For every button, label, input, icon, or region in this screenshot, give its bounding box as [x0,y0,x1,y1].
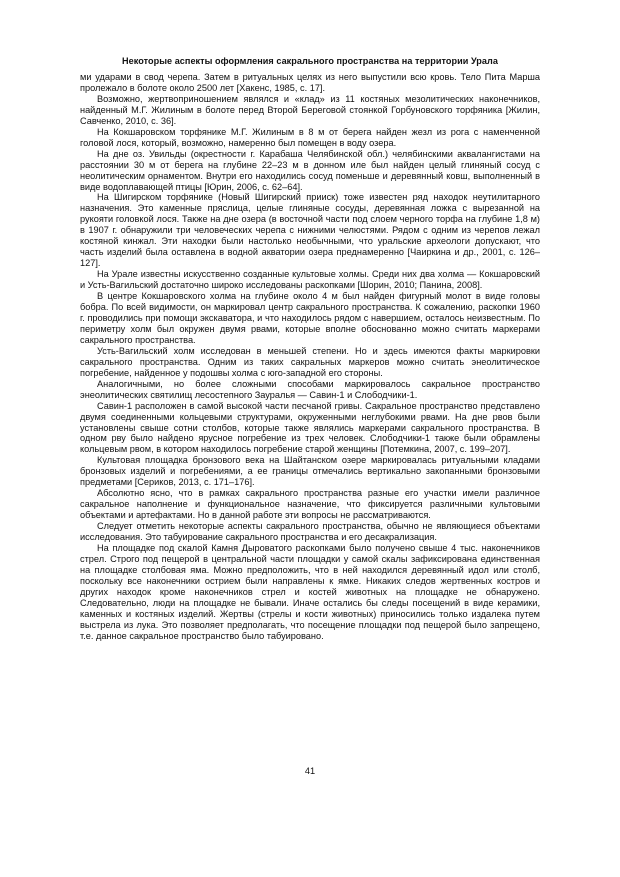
paragraph: Усть-Вагильский холм исследован в меньшей степени. Но и здесь имеются факты маркировки сакрального пространства. Одним из таких сакральных маркеров можно считать энеолитическое погребение, найденное у подошвы холма с юго-западной его стороны. [80,345,540,378]
paragraph: Аналогичными, но более сложными способами маркировалось сакральное пространство энеолитических святилищ лесостепного Зауралья — Савин-1 и Слободчики-1. [80,378,540,400]
paragraph: ми ударами в свод черепа. Затем в ритуальных целях из него выпустили всю кровь. Тело Пита Марша пролежало в болоте около 2500 лет [Хакенс, 1985, с. 17]. [80,72,540,93]
paragraph: В центре Кокшаровского холма на глубине около 4 м был найден фигурный молот в виде головы бобра. По всей видимости, он маркировал центр сакрального пространства. К сожалению, раскопки 1960 г. проводились при помощи экскаватора, и что находилось рядом с навершием, осталось неизвестным. По периметру холм был окружен двумя рвами, которые вполне обоснованно можно считать маркерами сакрального пространства. [80,291,540,345]
paragraph: На площадке под скалой Камня Дыроватого раскопками было получено свыше 4 тыс. наконечников стрел. Строго под пещерой в центральной части площадки у самой скалы зафиксирована единственная на площадке столбовая яма. Можно предположить, что в ней находился деревянный идол или столб, поскольку все наконечники острием были направлены к ямке. Никаких следов жертвенных костров и других находок кроме наконечников стрел и костей животных на площадке не обнаружено. Следовательно, люди на площадке не бывали. Иначе остались бы следы посещений в виде керамики, каменных и костяных изделий. Жертвы (стрелы и кости животных) приносились только издалека путем выстрела из лука. Это позволяет предполагать, что посещение площадки под пещерой было запрещено, т.е. данное сакральное пространство было табуировано. [80,542,540,641]
paragraph: Следует отметить некоторые аспекты сакрального пространства, обычно не являющиеся объектами исследования. Это табуирование сакрального пространства и его десакрализация. [80,521,540,543]
paragraph: На Кокшаровском торфянике М.Г. Жилиным в 8 м от берега найден жезл из рога с наменченной головой лося, который, возможно, намеренно был помещен в воду озера. [80,126,540,148]
body-text [80,72,540,642]
paragraph: Абсолютно ясно, что в рамках сакрального пространства разные его участки имели различное сакральное наполнение и функциональное назначение, что фиксируется различными культовыми объектами и артефактами. Но в данной работе эти вопросы не рассматриваются. [80,488,540,521]
paragraph: На Урале известны искусственно созданные культовые холмы. Среди них два холма — Кокшаровский и Усть-Вагильский достаточно широко исследованы раскопками [Шорин, 2010; Панина, 2008]. [80,269,540,291]
running-header: Некоторые аспекты оформления сакрального пространства на территории Урала [122,56,498,66]
paragraph: Возможно, жертвоприношением являлся и «клад» из 11 костяных мезолитических наконечников, найденный М.Г. Жилиным в болоте перед Второй Береговой стоянкой Горбуновского торфяника [Жилин, Савченко, 2010, с. 36]. [80,93,540,126]
paragraph: На дне оз. Увильды (окрестности г. Карабаша Челябинской обл.) челябинскими аквалангистами на расстоянии 30 м от берега на глубине 22–23 м в донном иле был найден целый глиняный сосуд с неолитическим орнаментом. Внутри его находились сосуд поменьше и деревянный ковш, выполненный в виде водоплавающей птицы [Юрин, 2006, с. 62–64]. [80,148,540,192]
page-number: 41 [304,766,316,776]
paragraph: Культовая площадка бронзового века на Шайтанском озере маркировалась ритуальными кладами бронзовых изделий и погребениями, а ее границы отмечались вертикально закопанными бронзовыми предметами [Сериков, 2013, с. 171–176]. [80,455,540,488]
paragraph: На Шигирском торфянике (Новый Шигирский прииск) тоже известен ряд находок неутилитарного назначения. Это каменные пряслица, целые глиняные сосуды, деревянная ложка с вырезанной на рукояти головкой лося. Также на дне озера (в восточной части под слоем черного торфа на глубине 1,8 м) в 1907 г. обнаружили три человеческих черепа с нижними челюстями. Рядом с одним из черепов лежал костяной кинжал. Эти находки были настолько необычными, что уральские археологи допускают, что часть изделий была оставлена в водной акватории озера преднамеренно [Чаиркина и др., 2001, с. 126–127]. [80,192,540,269]
paragraph: Савин-1 расположен в самой высокой части песчаной гривы. Сакральное пространство представлено двумя соединенными кольцевыми структурами, окруженными неглубокими рвами. На дне рвов были установлены свыше сотни столбов, которые также являлись маркерами сакрального пространства. В одном рву было найдено ярусное погребение из трех человек. Слободчики-1 также были обрамлены кольцевым рвом, в котором находилось погребение старой женщины [Потемкина, 2007, с. 199–207]. [80,400,540,455]
